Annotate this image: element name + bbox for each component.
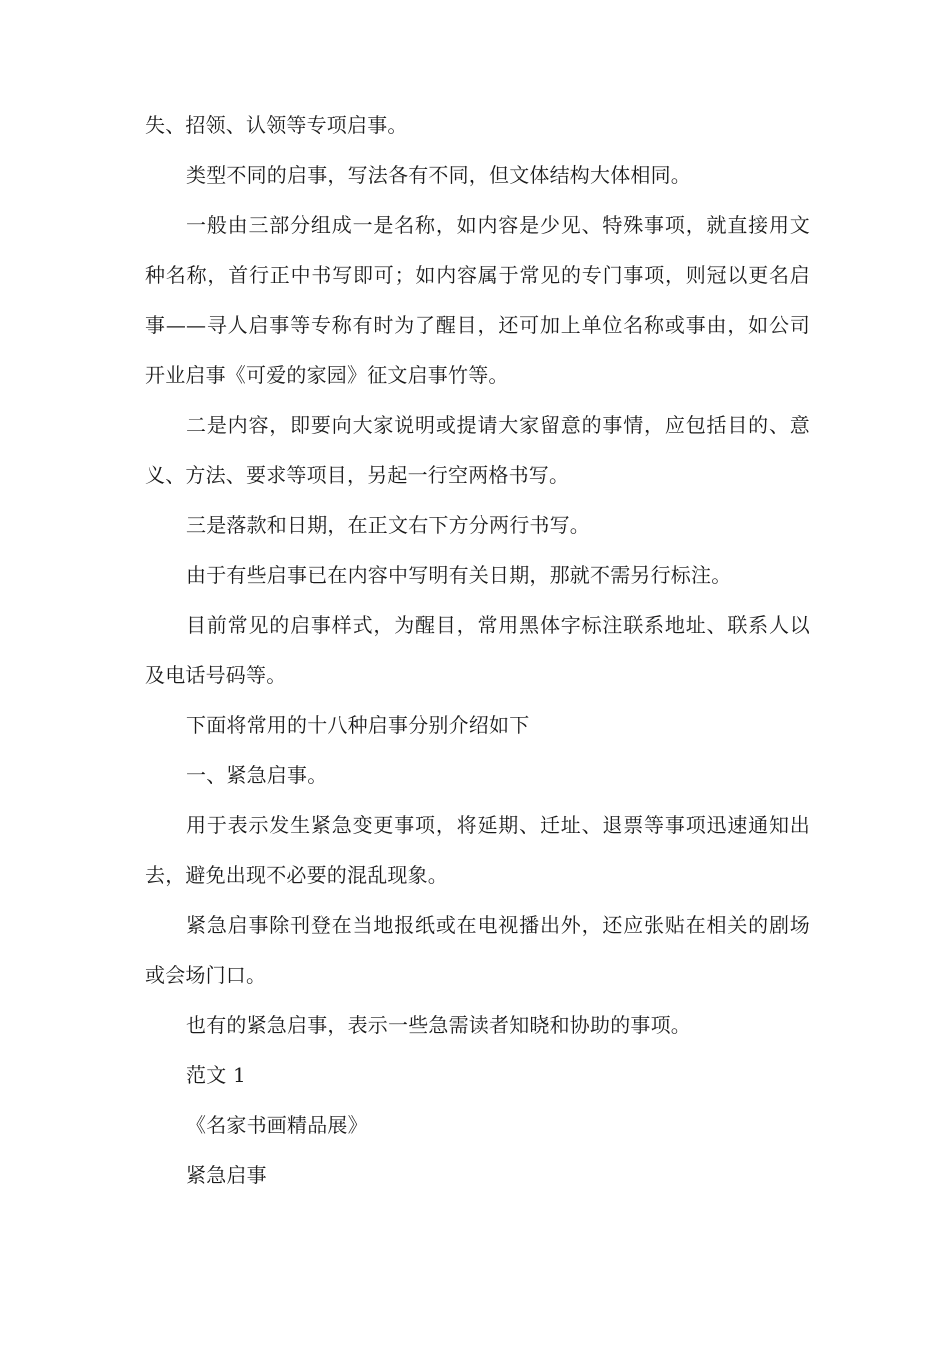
paragraph: 类型不同的启事，写法各有不同，但文体结构大体相同。 [186,163,691,187]
paragraph: 一般由三部分组成一是名称，如内容是少见、特殊事项，就直接用文种名称，首行正中书写即可；如内容属于常见的专门事项，则冠以更名启事——寻人启事等专称有时为了醒目，还可加上单位名称或事由，如公司开业启事《可爱的家园》征文启事竹等。 [145,213,810,387]
document-body [145,100,810,1200]
paragraph: 也有的紧急启事，表示一些急需读者知晓和协助的事项。 [186,1013,691,1037]
example-title: 《名家书画精品展》 [186,1113,368,1137]
paragraph: 二是内容，即要向大家说明或提请大家留意的事情，应包括目的、意义、方法、要求等项目，另起一行空两格书写。 [145,413,810,487]
paragraph: 三是落款和日期，在正文右下方分两行书写。 [186,513,590,537]
paragraph: 目前常见的启事样式，为醒目，常用黑体字标注联系地址、联系人以及电话号码等。 [145,613,810,687]
example-subtitle: 紧急启事 [186,1163,267,1187]
example-label: 范文 1 [186,1063,246,1087]
paragraph: 由于有些启事已在内容中写明有关日期，那就不需另行标注。 [186,563,732,587]
paragraph: 紧急启事除刊登在当地报纸或在电视播出外，还应张贴在相关的剧场或会场门口。 [145,913,810,987]
paragraph-continued: 失、招领、认领等专项启事。 [145,113,408,137]
paragraph: 用于表示发生紧急变更事项，将延期、迁址、退票等事项迅速通知出去，避免出现不必要的混乱现象。 [145,813,810,887]
paragraph: 下面将常用的十八种启事分别介绍如下 [186,713,530,737]
section-heading: 一、紧急启事。 [186,763,328,787]
